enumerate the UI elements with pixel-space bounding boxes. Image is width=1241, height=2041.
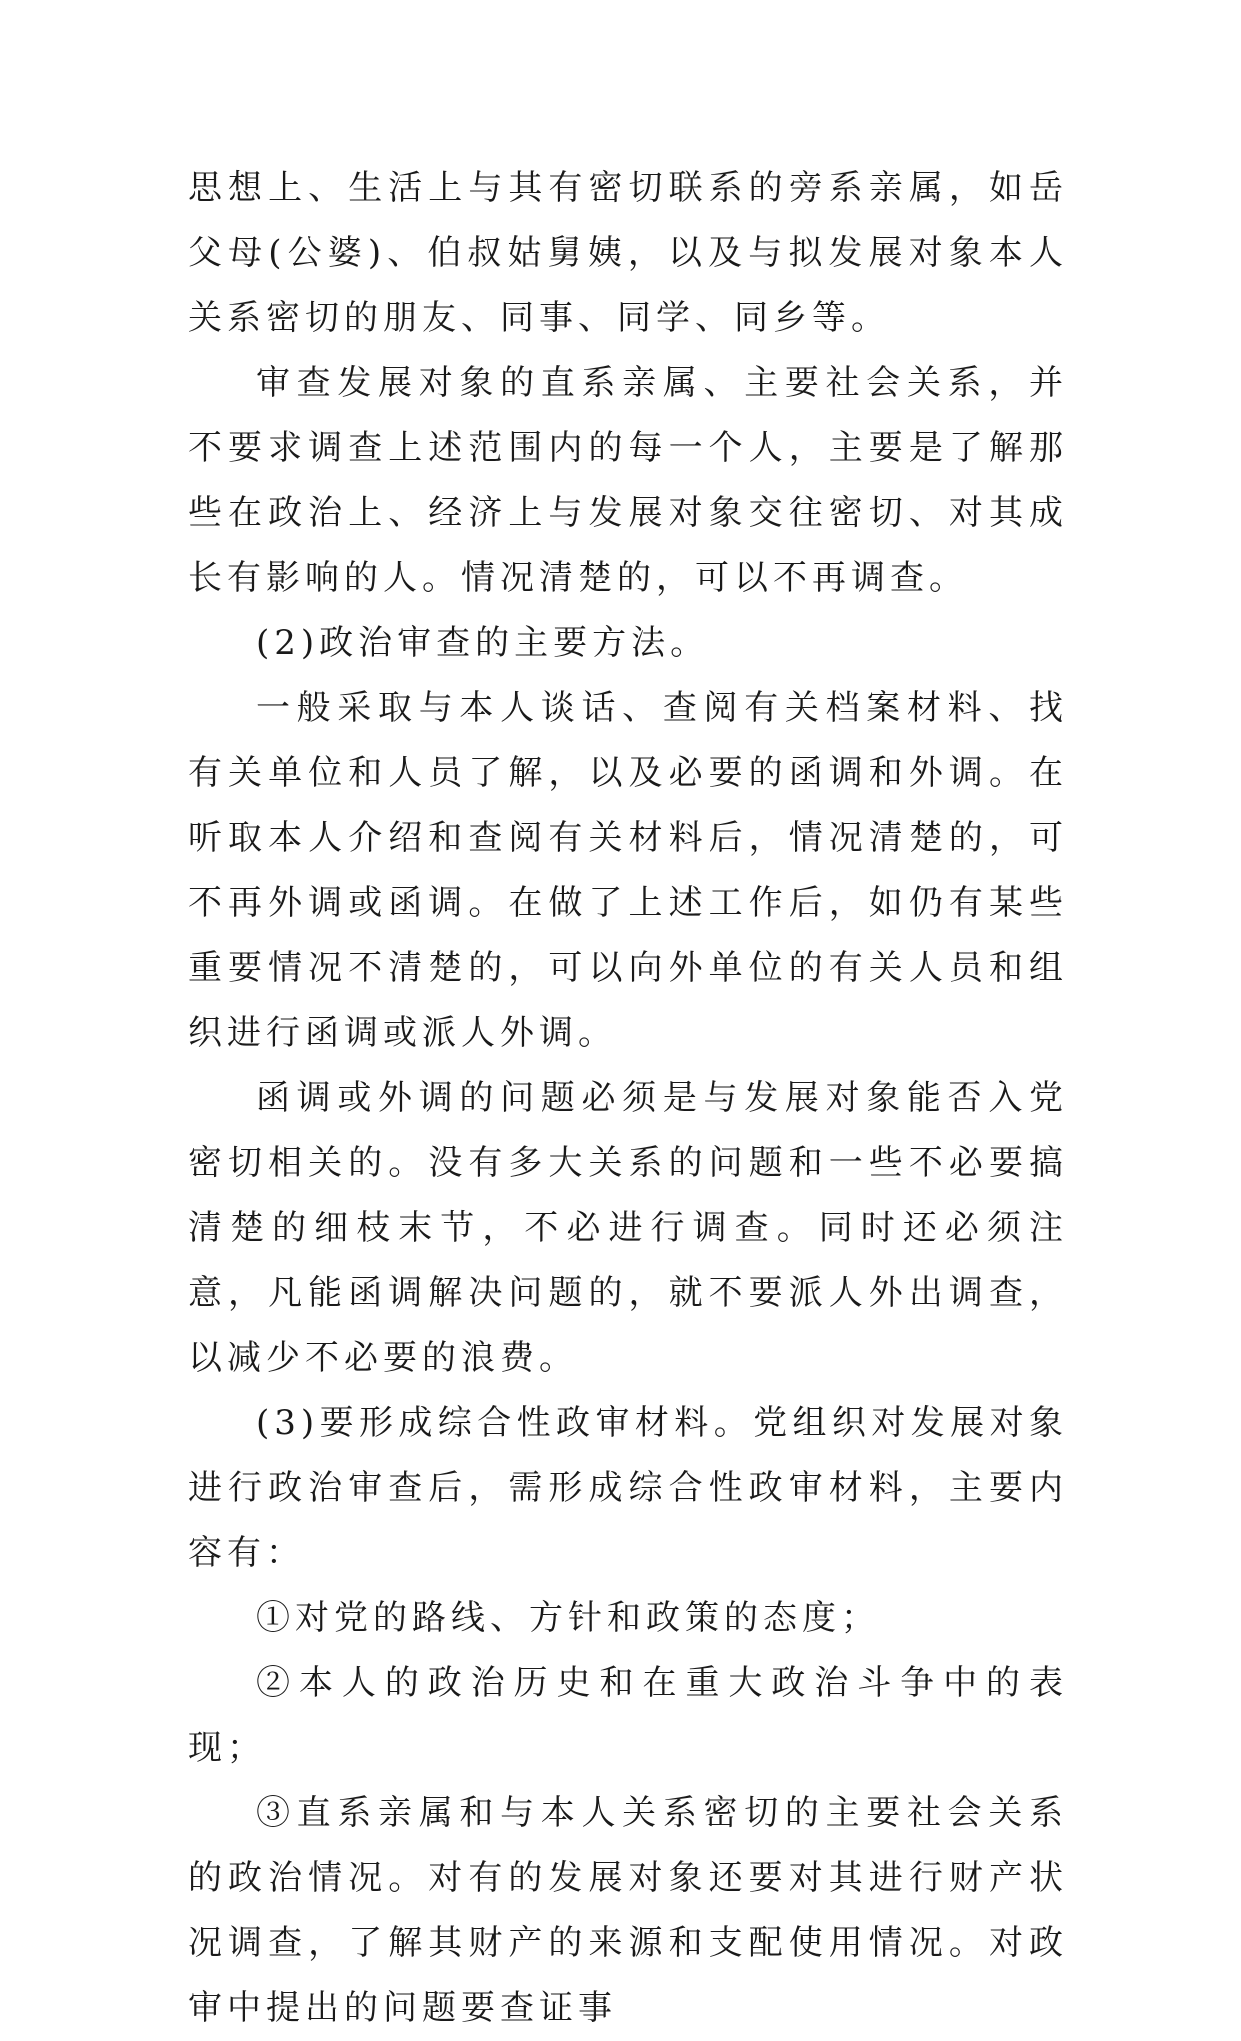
paragraph: 函调或外调的问题必须是与发展对象能否入党密切相关的。没有多大关系的问题和一些不必要搞清楚的细枝末节，不必进行调查。同时还必须注意，凡能函调解决问题的，就不要派人外出调查，以减少不必要的浪费。 xyxy=(188,1078,1068,1378)
document-body xyxy=(188,156,1068,2041)
paragraph: (2)政治审查的主要方法。 xyxy=(256,623,710,663)
paragraph: 审查发展对象的直系亲属、主要社会关系，并不要求调查上述范围内的每一个人，主要是了解那些在政治上、经济上与发展对象交往密切、对其成长有影响的人。情况清楚的，可以不再调查。 xyxy=(188,363,1068,598)
paragraph: 一般采取与本人谈话、查阅有关档案材料、找有关单位和人员了解，以及必要的函调和外调。在听取本人介绍和查阅有关材料后，情况清楚的，可不再外调或函调。在做了上述工作后，如仍有某些重要情况不清楚的，可以向外单位的有关人员和组织进行函调或派人外调。 xyxy=(188,688,1068,1053)
paragraph: ②本人的政治历史和在重大政治斗争中的表现； xyxy=(188,1663,1068,1768)
paragraph: (3)要形成综合性政审材料。党组织对发展对象进行政治审查后，需形成综合性政审材料，主要内容有： xyxy=(188,1403,1068,1573)
paragraph: ①对党的路线、方针和政策的态度； xyxy=(256,1598,880,1638)
paragraph: ③直系亲属和与本人关系密切的主要社会关系的政治情况。对有的发展对象还要对其进行财产状况调查，了解其财产的来源和支配使用情况。对政审中提出的问题要查证事 xyxy=(188,1793,1068,2028)
paragraph: 思想上、生活上与其有密切联系的旁系亲属，如岳父母(公婆)、伯叔姑舅姨，以及与拟发展对象本人关系密切的朋友、同事、同学、同乡等。 xyxy=(188,168,1068,338)
